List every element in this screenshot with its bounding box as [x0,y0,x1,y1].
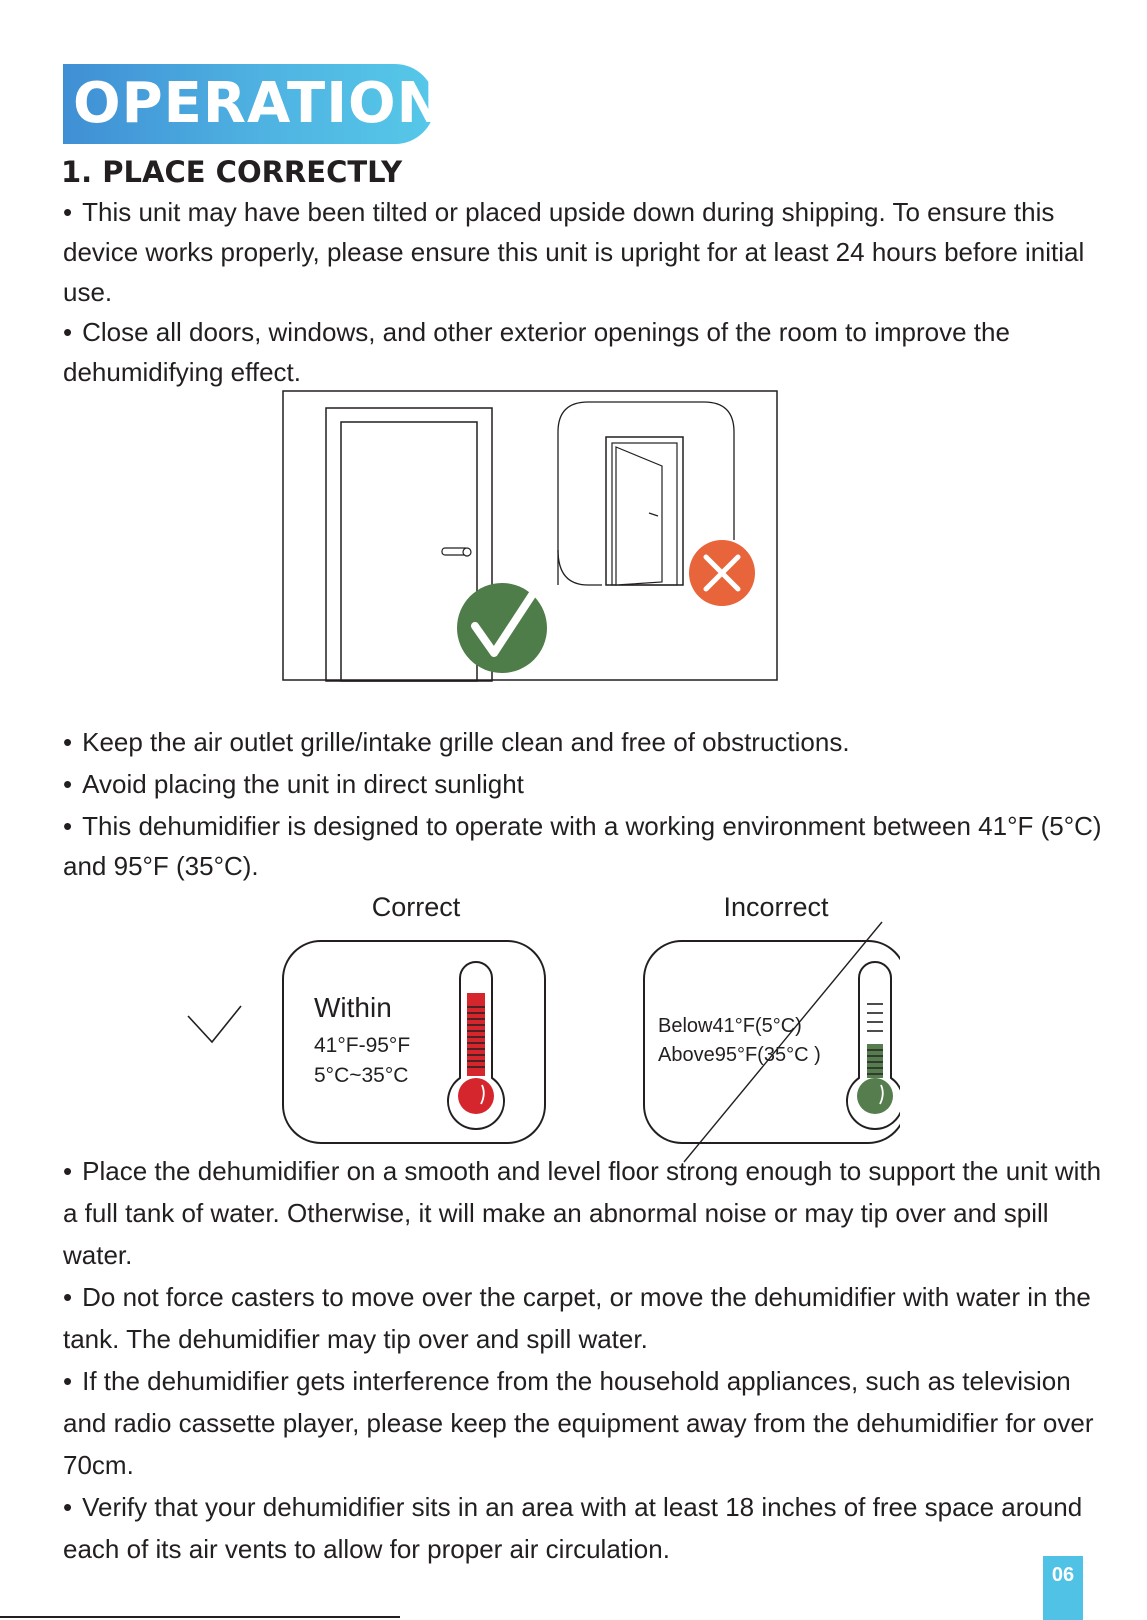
checkmark-icon [188,1006,241,1042]
incorrect-below: Below41°F(5°C) [658,1015,802,1037]
temperature-range-figure [180,880,900,1170]
footer-rule [0,1616,400,1618]
instruction-text: Place the dehumidifier on a smooth and level floor strong enough to support the unit with a full tank of water. Otherwise, it will make an abnormal noise or may tip over and spill water. [63,1156,1102,1270]
section-title-banner [63,64,445,144]
bullet: • [63,727,73,757]
correct-within: Within [314,992,392,1023]
bullet: • [63,1282,73,1312]
bullet: • [63,769,73,799]
instruction-text: This unit may have been tilted or placed upside down during shipping. To ensure this device works properly, please ensure this unit is upright for at least 24 hours before initial use. [63,197,1085,307]
instruction-upright [63,192,1103,312]
instruction-text: Close all doors, windows, and other exterior openings of the room to improve the dehumidifying effect. [63,317,1010,387]
instruction-text: Verify that your dehumidifier sits in an area with at least 18 inches of free space around each of its air vents to allow for proper air circulation. [63,1492,1083,1564]
instruction-text: Do not force casters to move over the carpet, or move the dehumidifier with water in the tank. The dehumidifier may tip over and spill water. [63,1282,1091,1354]
instruction-text: Avoid placing the unit in direct sunlight [82,769,524,799]
instruction-temperature [63,806,1103,886]
check-circle-icon [457,583,547,673]
instruction-casters [63,1276,1103,1360]
bullet: • [63,1492,73,1522]
instruction-interference [63,1360,1103,1486]
instruction-text: This dehumidifier is designed to operate with a working environment between 41°F (5°C) and 95°F (35°C). [63,811,1102,881]
instruction-sunlight [63,764,1103,804]
correct-fahrenheit: 41°F-95°F [314,1034,411,1057]
page-number-tab [1043,1556,1083,1620]
correct-celsius: 5°C~35°C [314,1064,409,1087]
instruction-level-floor [63,1150,1103,1276]
instruction-free-space [63,1486,1103,1570]
incorrect-caption: Incorrect [723,892,829,922]
instruction-text: Keep the air outlet grille/intake grille clean and free of obstructions. [82,727,850,757]
instruction-grille [63,722,1103,762]
instruction-text: If the dehumidifier gets interference from the household appliances, such as television and radio cassette player, please keep the equipment away from the dehumidifier for over 70cm. [63,1366,1094,1480]
door-illustration [282,390,778,682]
cross-circle-icon [689,540,755,606]
bullet: • [63,317,73,347]
bullet: • [63,811,73,841]
incorrect-above: Above95°F(35°C ) [658,1044,821,1066]
section-title: OPERATION [73,71,445,136]
instruction-close-openings [63,312,1103,392]
page-number: 06 [1051,1564,1075,1586]
bullet: • [63,1366,73,1396]
subsection-heading: 1. PLACE CORRECTLY [61,155,403,189]
correct-caption: Correct [371,892,461,922]
bullet: • [63,1156,73,1186]
bullet: • [63,197,73,227]
